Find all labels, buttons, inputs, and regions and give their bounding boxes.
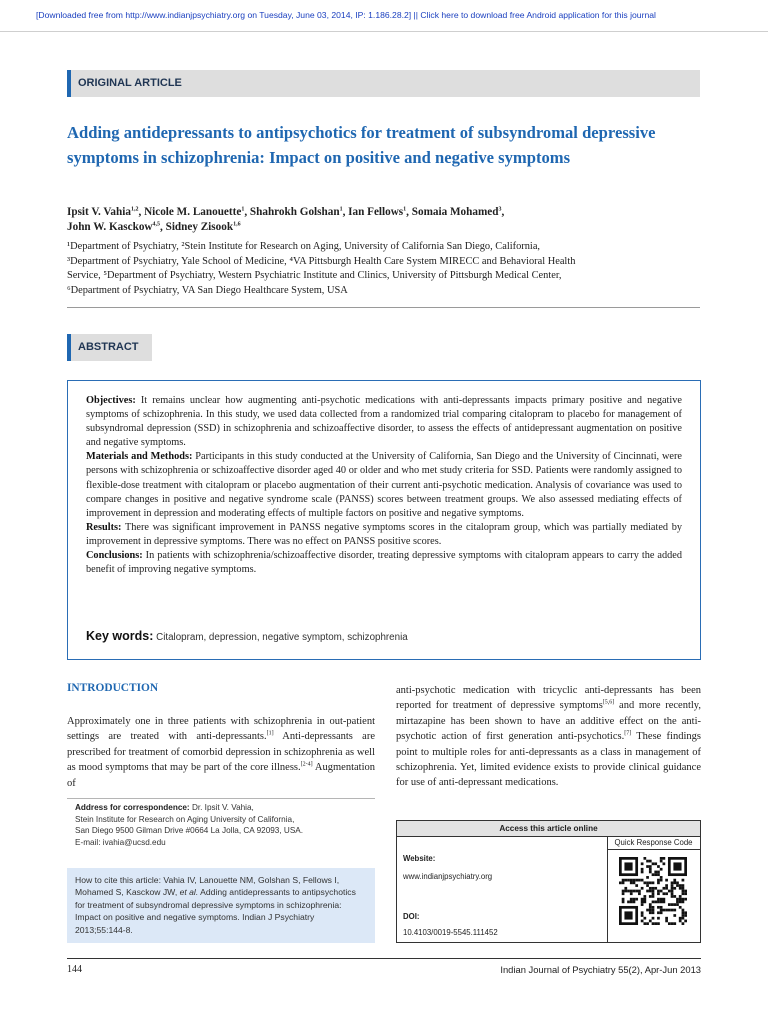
affiliation-line: Service, ⁵Department of Psychiatry, Western Psychiatric Institute and Clinics, University of Pittsburgh Medical Center, — [67, 270, 562, 282]
introduction-heading: INTRODUCTION — [67, 682, 159, 694]
doi-label: DOI: — [403, 912, 420, 921]
author: Ian Fellows$^1$, — [348, 206, 412, 218]
abstract-conclusions: Conclusions: In patients with schizophrenia/schizoaffective disorder, treating depressive symptoms with citalopram appears to carry the added benefit of improving negative symptoms. — [86, 550, 683, 576]
access-header: Access this article online — [397, 821, 700, 837]
page-number: 144 — [67, 964, 82, 975]
reference-link[interactable]: [2-4] — [300, 761, 313, 768]
correspondence-block: Address for correspondence: Dr. Ipsit V. Vahia, Stein Institute for Research on Aging University of California, San Diego 9500 Gilman Drive #0664 La Jolla, CA 92093, USA. E-mail: ivahia@ucsd.edu — [67, 798, 375, 848]
author-list — [67, 205, 707, 235]
article-title: Adding antidepressants to antipsychotics for treatment of subsyndromal depressive symptoms in schizophrenia: Impact on positive and negative symptoms — [67, 123, 656, 167]
author: Somaia Mohamed$^3$, — [411, 206, 505, 218]
top-divider — [0, 31, 768, 32]
affiliation-line: ¹Department of Psychiatry, ²Stein Institute for Research on Aging, University of California San Diego, California, — [67, 241, 541, 252]
website-label: Website: — [403, 854, 436, 863]
reference-link[interactable]: [1] — [266, 730, 274, 737]
affiliation-divider — [67, 307, 700, 308]
section-tag-original-article: ORIGINAL ARTICLE — [67, 70, 700, 97]
abstract-box — [67, 380, 701, 660]
author: Shahrokh Golshan$^1$, — [249, 206, 349, 218]
reference-link[interactable]: [5,6] — [602, 699, 615, 706]
affiliation-line: ⁶Department of Psychiatry, VA San Diego Healthcare System, USA — [67, 284, 348, 296]
qr-label: Quick Response Code — [607, 836, 700, 850]
author: Nicole M. Lanouette$^1$, — [144, 206, 250, 218]
journal-reference: Indian Journal of Psychiatry 55(2), Apr-Jun 2013 — [500, 964, 701, 975]
affiliations — [67, 240, 707, 298]
affiliation-line: ³Department of Psychiatry, Yale School of Medicine, ⁴VA Pittsburgh Health Care System MIRECC and Behavioral Health — [67, 255, 576, 267]
body-column-right: anti-psychotic medication with tricyclic anti-depressants has been reported for treatment of depressive symptoms[5,6] and more recently, mirtazapine has been shown to have an additive effect on the anti-psychotic action of first generation anti-psychotics.[7] These findings point to multiple roles for anti-depressants as a class in management of schizophrenia. Yet, limited evidence exists to provide clinical guidance for use of anti-depressant medications. — [396, 685, 701, 789]
keywords-values: Citalopram, depression, negative symptom, schizophrenia — [156, 632, 408, 643]
keywords-label: Key words: — [86, 629, 154, 643]
body-column-left: Approximately one in three patients with schizophrenia in out-patient settings are treated with anti-depressants.[1] Anti-depressants are prescribed for treatment of comorbid depression in schizophrenia as well as mood symptoms that may be part of the core illness.[2-4] Augmentation of — [67, 716, 375, 789]
abstract-methods: Materials and Methods: Participants in this study conducted at the University of California, San Diego and the University of Cincinnati, were persons with schizophrenia or schizoaffective disorder aged 40 or older and who met study criteria for SSD. Patients were randomly assigned to flexible-dose treatment with citalopram or placebo augmentation of their current anti-psychotic medication. Analysis of covariance was used to compare changes in positive and negative syndrome scale (PANSS) scores between treatment groups. We also assessed mediating effects of improvement in depression and moderating effects of multiple factors on positive and negative symptoms. — [86, 451, 683, 519]
reference-link[interactable]: [7] — [624, 730, 632, 737]
qr-code-icon[interactable] — [619, 857, 687, 925]
keywords — [86, 629, 682, 643]
abstract-objectives: Objectives: It remains unclear how augmenting anti-psychotic medications with anti-depressants impacts primary positive and negative symptoms of schizophrenia. In this study, we used data collected from a randomized trial comparing citalopram to placebo for management of subsyndromal depression (SSD) in schizophrenia and schizoaffective disorder, to assess the effects of antidepressant augmentation on positive and negative symptoms. — [86, 395, 682, 449]
abstract-text — [86, 394, 682, 577]
download-banner[interactable]: [Downloaded free from http://www.indianjpsychiatry.org on Tuesday, June 03, 2014, IP: 1.186.28.2] || Click here to download free Android application for this journal — [36, 10, 656, 20]
citation-box: How to cite this article: Vahia IV, Lanouette NM, Golshan S, Fellows I, Mohamed S, Kasckow JW, et al. Adding antidepressants to antipsychotics for treatment of subsyndromal depressive symptoms in schizophrenia: Impact on positive and negative symptoms. Indian J Psychiatry 2013;55:144-8. — [67, 868, 375, 943]
access-article-box — [396, 820, 701, 943]
footer-divider — [67, 958, 701, 959]
access-info — [397, 836, 608, 942]
abstract-results: Results: There was significant improvement in PANSS negative symptoms scores in the citalopram group, which was partially mediated by improvement in depressive symptoms. There was no effect on PANSS positive scores. — [86, 521, 683, 547]
author: John W. Kasckow$^{4,5}$, — [67, 221, 166, 233]
doi-link[interactable]: 10.4103/0019-5545.111452 — [403, 928, 498, 937]
website-link[interactable]: www.indianjpsychiatry.org — [403, 872, 493, 881]
author: Ipsit V. Vahia$^{1,2}$, — [67, 206, 145, 218]
correspondence-email[interactable]: E-mail: ivahia@ucsd.edu — [75, 837, 166, 847]
section-tag-abstract: ABSTRACT — [67, 334, 152, 361]
author: Sidney Zisook$^{1,6}$ — [165, 221, 241, 233]
